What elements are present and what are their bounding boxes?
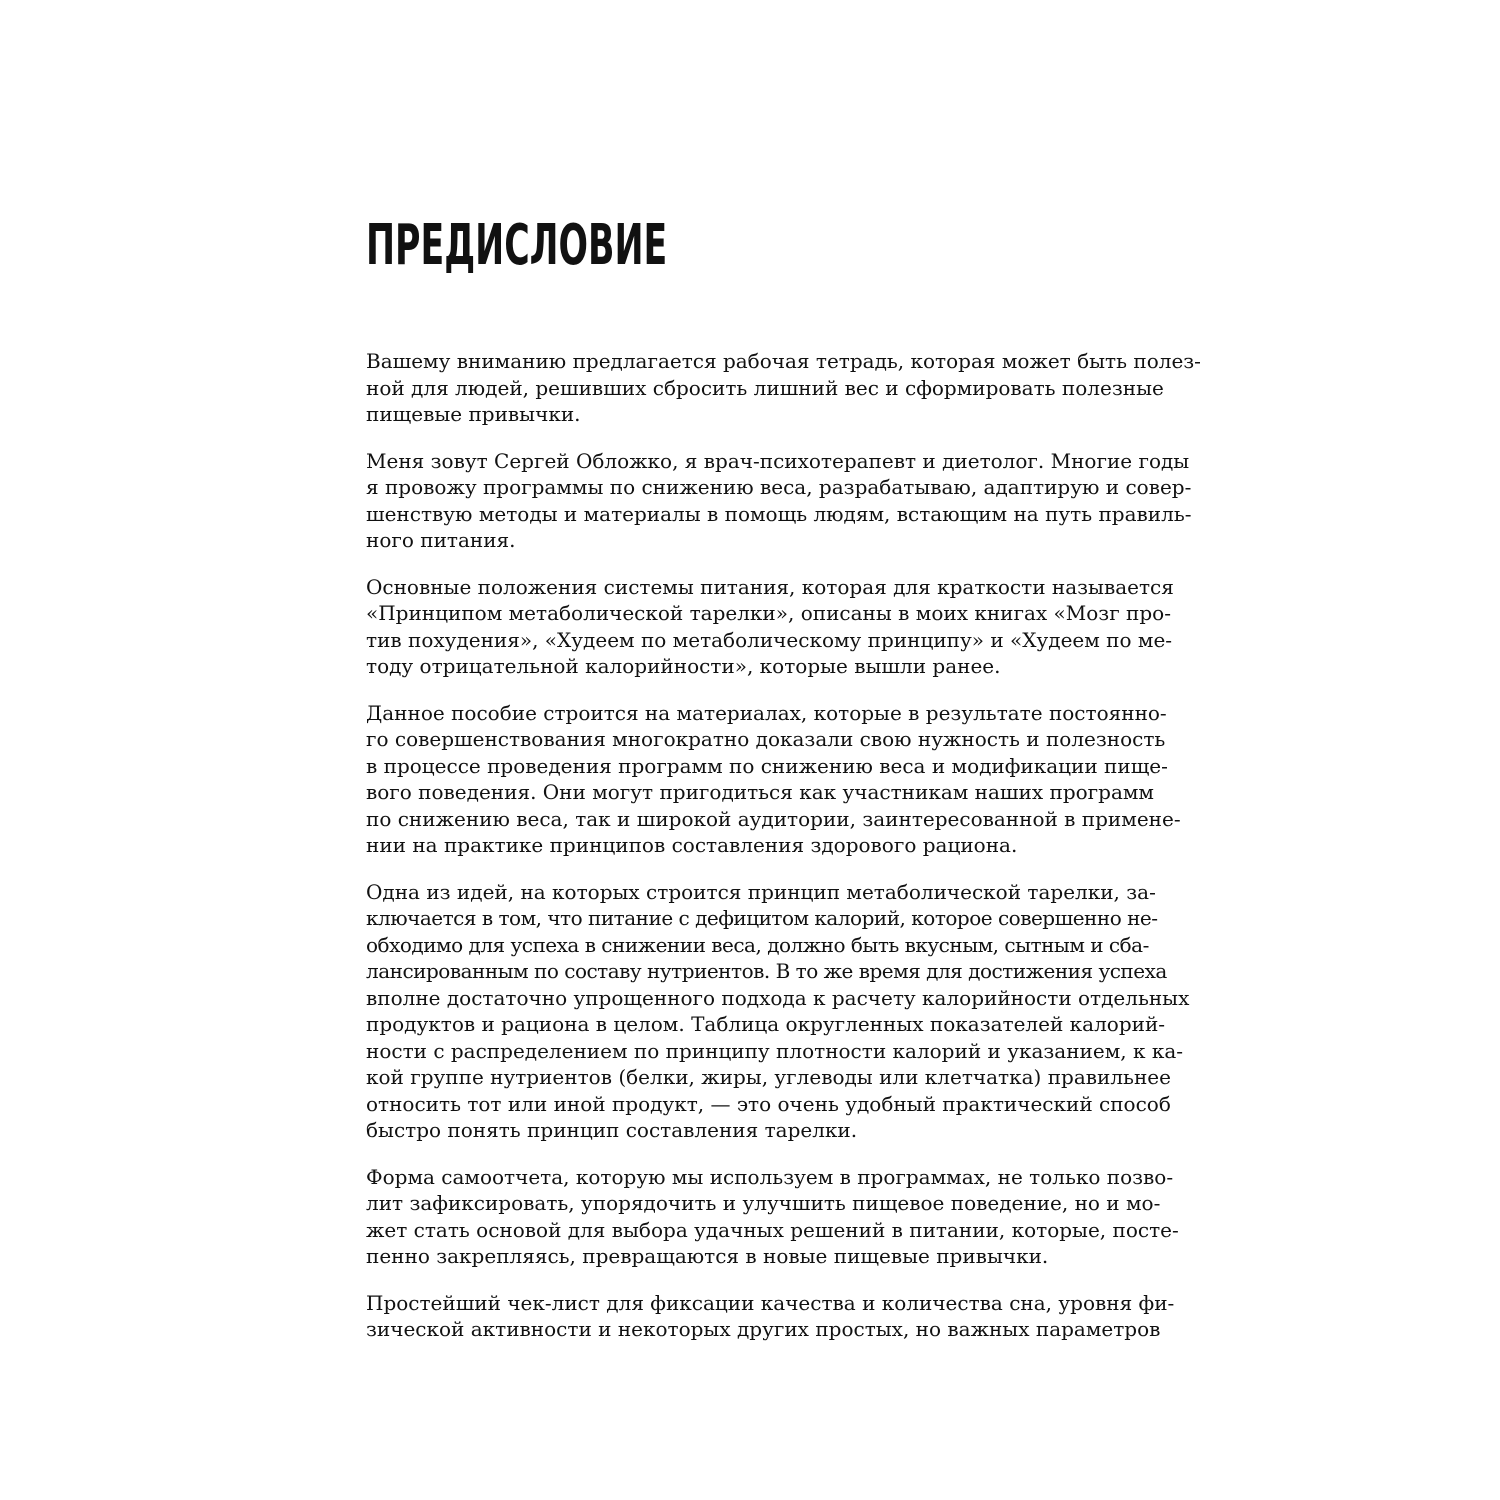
paragraph (366, 574, 1174, 680)
text-line: быстро понять принцип составления тарелки. (366, 1118, 858, 1142)
text-line: жет стать основой для выбора удачных решений в питании, которые, посте- (366, 1217, 1179, 1242)
text-line: го совершенствования многократно доказали свою нужность и полезность (366, 727, 1166, 751)
page-title: ПРЕДИСЛОВИЕ (366, 213, 668, 278)
paragraph (366, 1290, 1175, 1343)
text-line: кой группе нутриентов (белки, жиры, углеводы или клетчатка) правильнее (366, 1065, 1171, 1089)
text-line: относить тот или иной продукт, — это очень удобный практический способ (366, 1091, 1171, 1116)
text-line: лит зафиксировать, упорядочить и улучшить пищевое поведение, но и мо- (366, 1191, 1161, 1215)
page-body (366, 348, 1201, 1363)
text-line: зической активности и некоторых других простых, но важных параметров (366, 1317, 1161, 1341)
text-line: Данное пособие строится на материалах, которые в результате постоянно- (366, 700, 1167, 725)
paragraph (366, 348, 1201, 428)
text-line: вполне достаточно упрощенного подхода к расчету калорийности отдельных (366, 985, 1190, 1010)
text-line: ключается в том, что питание с дефицитом калорий, которое совершенно не- (366, 906, 1158, 930)
text-line: в процессе проведения программ по снижению веса и модификации пище- (366, 753, 1168, 778)
text-line: Меня зовут Сергей Обложко, я врач-психотерапевт и диетолог. Многие годы (366, 448, 1190, 473)
text-line: ного питания. (366, 528, 516, 552)
text-line: ной для людей, решивших сбросить лишний вес и сформировать полезные (366, 375, 1164, 400)
text-line: «Принципом метаболической тарелки», описаны в моих книгах «Мозг про- (366, 601, 1171, 625)
text-line: продуктов и рациона в целом. Таблица округленных показателей калорий- (366, 1012, 1166, 1036)
text-line: я провожу программы по снижению веса, разрабатываю, адаптирую и совер- (366, 475, 1192, 499)
text-line: нии на практике принципов составления здорового рациона. (366, 833, 1018, 857)
text-line: по снижению веса, так и широкой аудитории, заинтересованной в примене- (366, 806, 1181, 831)
text-line: лансированным по составу нутриентов. В то же время для достижения успеха (366, 959, 1167, 983)
paragraph (366, 700, 1181, 859)
text-line: Вашему вниманию предлагается рабочая тетрадь, которая может быть полез- (366, 349, 1201, 373)
text-line: Одна из идей, на которых строится принцип метаболической тарелки, за- (366, 879, 1156, 904)
paragraph (366, 448, 1192, 554)
text-line: Простейший чек-лист для фиксации качества и количества сна, уровня фи- (366, 1290, 1175, 1315)
text-line: тоду отрицательной калорийности», которые вышли ранее. (366, 654, 1001, 678)
text-line: тив похудения», «Худеем по метаболическому принципу» и «Худеем по ме- (366, 627, 1173, 652)
text-line: Форма самоотчета, которую мы используем в программах, не только позво- (366, 1164, 1174, 1189)
text-line: вого поведения. Они могут пригодиться как участникам наших программ (366, 780, 1154, 804)
text-line: пищевые привычки. (366, 402, 581, 426)
text-line: шенствую методы и материалы в помощь людям, встающим на путь правиль- (366, 501, 1192, 526)
text-line: ности с распределением по принципу плотности калорий и указанием, к ка- (366, 1038, 1184, 1063)
text-line: Основные положения системы питания, которая для краткости называется (366, 574, 1174, 599)
paragraph (366, 1164, 1179, 1270)
text-line: пенно закрепляясь, превращаются в новые пищевые привычки. (366, 1244, 1049, 1268)
text-line: обходимо для успеха в снижении веса, должно быть вкусным, сытным и сба- (366, 932, 1149, 957)
paragraph (366, 879, 1190, 1144)
